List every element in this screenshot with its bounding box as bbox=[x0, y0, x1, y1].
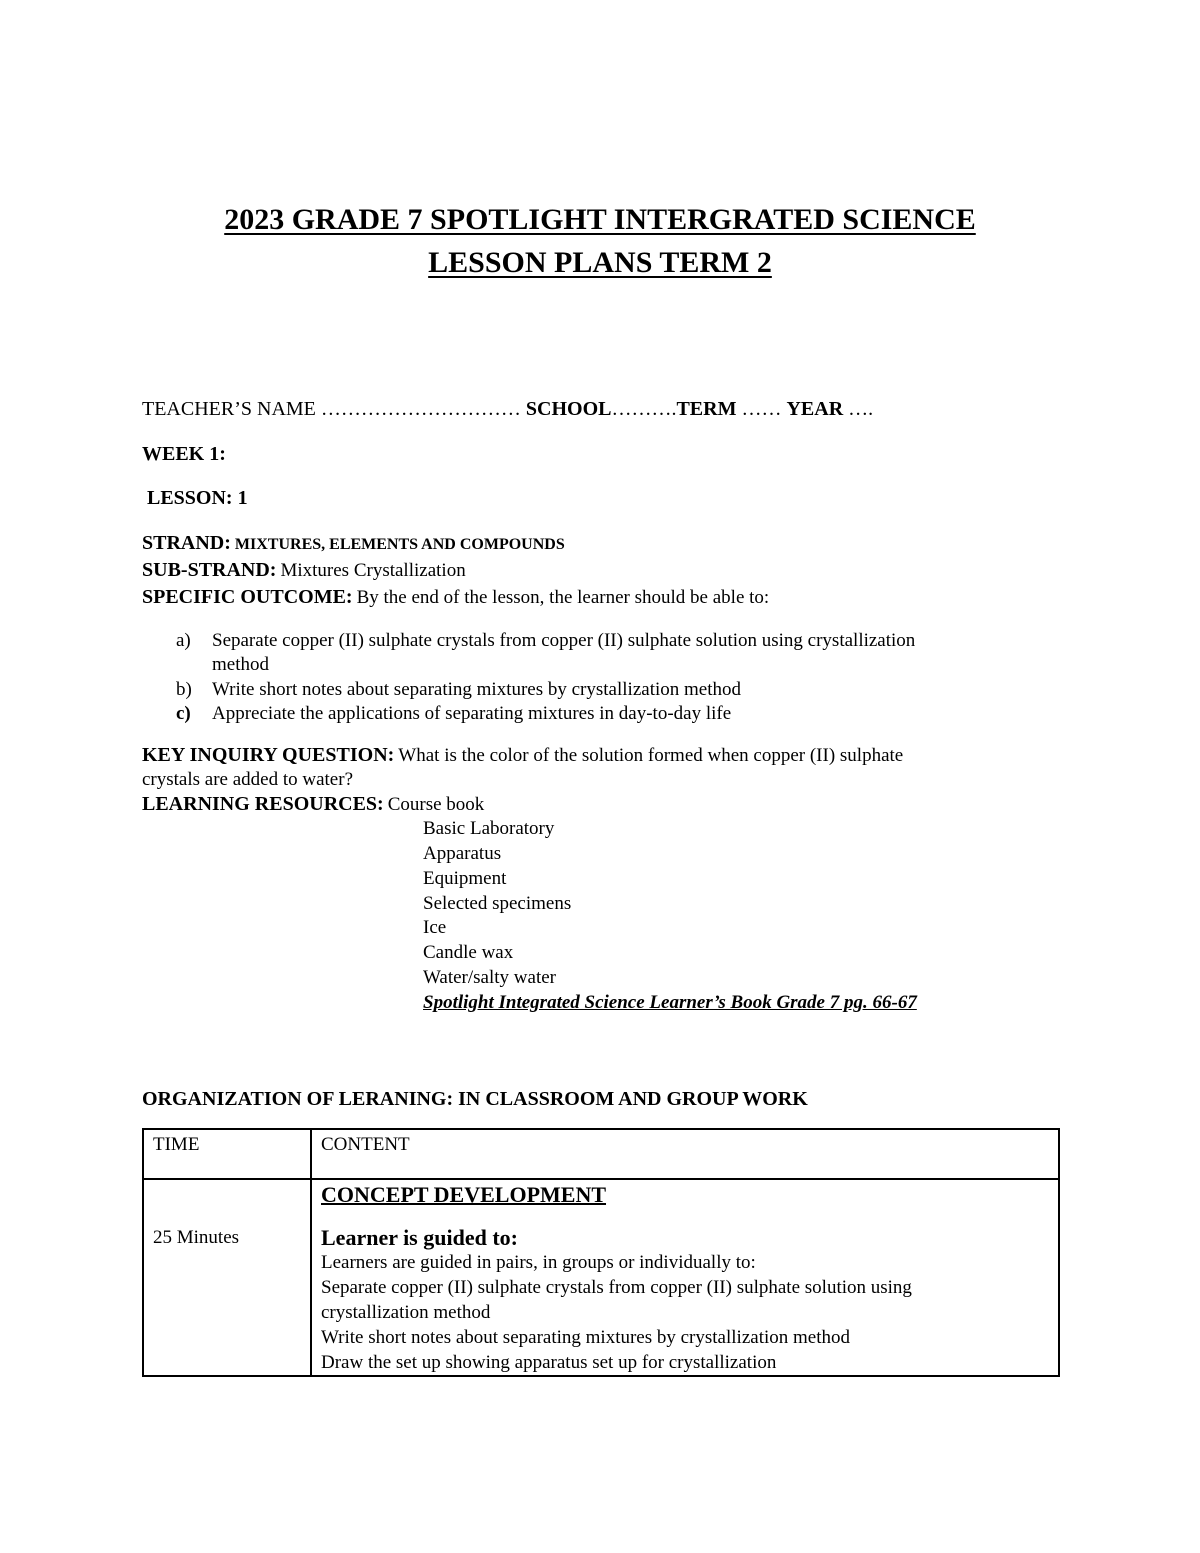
learning-resource-item: Basic Laboratory bbox=[423, 818, 555, 839]
learning-resources-label: LEARNING RESOURCES: bbox=[142, 793, 384, 815]
outcome-item-label: a) bbox=[176, 630, 191, 651]
page-title-line1: 2023 GRADE 7 SPOTLIGHT INTERGRATED SCIENCE bbox=[224, 203, 976, 236]
sub-strand-label: SUB-STRAND: bbox=[142, 559, 277, 581]
time-column-header: TIME bbox=[153, 1134, 200, 1155]
outcome-item-a bbox=[176, 630, 915, 652]
table-header-row bbox=[143, 1129, 1059, 1179]
outcome-item-label: b) bbox=[176, 679, 192, 700]
key-inquiry-label: KEY INQUIRY QUESTION: bbox=[142, 744, 395, 766]
sub-strand-value: Mixtures Crystallization bbox=[280, 560, 466, 581]
term-label: TERM bbox=[676, 398, 737, 420]
content-column-header: CONTENT bbox=[321, 1134, 410, 1155]
outcome-item-b bbox=[176, 679, 741, 701]
outcome-item-a-continued: method bbox=[212, 654, 269, 675]
organization-heading: ORGANIZATION OF LERANING: IN CLASSROOM AND GROUP WORK bbox=[142, 1088, 808, 1110]
book-reference: Spotlight Integrated Science Learner’s Book Grade 7 pg. 66-67 bbox=[423, 992, 917, 1013]
time-value: 25 Minutes bbox=[153, 1227, 240, 1248]
school-blank: ………. bbox=[611, 398, 677, 420]
key-inquiry-line bbox=[142, 744, 903, 767]
learning-resource-item: Equipment bbox=[423, 868, 507, 889]
outcome-item-text: Appreciate the applications of separating mixtures in day-to-day life bbox=[212, 703, 732, 724]
content-line: Separate copper (II) sulphate crystals from copper (II) sulphate solution using bbox=[321, 1277, 912, 1298]
year-blank: …. bbox=[848, 398, 874, 420]
sub-strand-line bbox=[142, 559, 466, 582]
outcome-item-text: Write short notes about separating mixtures by crystallization method bbox=[212, 679, 741, 700]
outcome-item-text: Separate copper (II) sulphate crystals from copper (II) sulphate solution using crystallization bbox=[212, 630, 916, 651]
school-label: SCHOOL bbox=[525, 398, 612, 420]
teacher-name-label: TEACHER’S NAME bbox=[142, 398, 316, 420]
content-line: Learners are guided in pairs, in groups or individually to: bbox=[321, 1252, 756, 1273]
teacher-info-line bbox=[142, 398, 873, 421]
learning-resource-item: Water/salty water bbox=[423, 967, 556, 988]
specific-outcome-label: SPECIFIC OUTCOME: bbox=[142, 586, 353, 608]
learning-resource-item: Apparatus bbox=[423, 843, 502, 864]
outcome-item-c bbox=[176, 703, 731, 725]
term-blank: …… bbox=[741, 398, 782, 420]
specific-outcome-value: By the end of the lesson, the learner should be able to: bbox=[356, 587, 770, 608]
table-header-cell bbox=[311, 1129, 1059, 1179]
teacher-name-blank: ………………………… bbox=[320, 398, 521, 420]
week-label: WEEK 1: bbox=[142, 443, 226, 465]
learning-resource-item: Ice bbox=[423, 917, 447, 938]
content-line: Write short notes about separating mixtures by crystallization method bbox=[321, 1327, 850, 1348]
strand-line bbox=[142, 532, 565, 555]
table-header-cell bbox=[143, 1129, 311, 1179]
guided-heading: Learner is guided to: bbox=[321, 1225, 518, 1250]
strand-value: MIXTURES, ELEMENTS AND COMPOUNDS bbox=[234, 536, 565, 553]
table-row bbox=[143, 1179, 1059, 1376]
learning-resources-line bbox=[142, 793, 484, 816]
year-label: YEAR bbox=[786, 398, 844, 420]
key-inquiry-text: What is the color of the solution formed when copper (II) sulphate bbox=[398, 745, 904, 766]
content-line: crystallization method bbox=[321, 1302, 491, 1323]
strand-label: STRAND: bbox=[142, 532, 231, 554]
outcome-item-label: c) bbox=[176, 703, 191, 724]
lesson-label: LESSON: 1 bbox=[147, 487, 248, 509]
lesson-plan-table bbox=[142, 1128, 1060, 1377]
content-line: Draw the set up showing apparatus set up for crystallization bbox=[321, 1352, 777, 1373]
key-inquiry-text-continued: crystals are added to water? bbox=[142, 769, 354, 790]
concept-development-title: CONCEPT DEVELOPMENT bbox=[321, 1182, 607, 1207]
content-cell bbox=[311, 1179, 1059, 1376]
learning-resource-item: Candle wax bbox=[423, 942, 514, 963]
page-title-line2: LESSON PLANS TERM 2 bbox=[428, 246, 772, 279]
learning-resource-item: Selected specimens bbox=[423, 893, 572, 914]
specific-outcome-line bbox=[142, 586, 769, 609]
learning-resource-item: Course book bbox=[387, 794, 485, 815]
time-cell bbox=[143, 1179, 311, 1376]
